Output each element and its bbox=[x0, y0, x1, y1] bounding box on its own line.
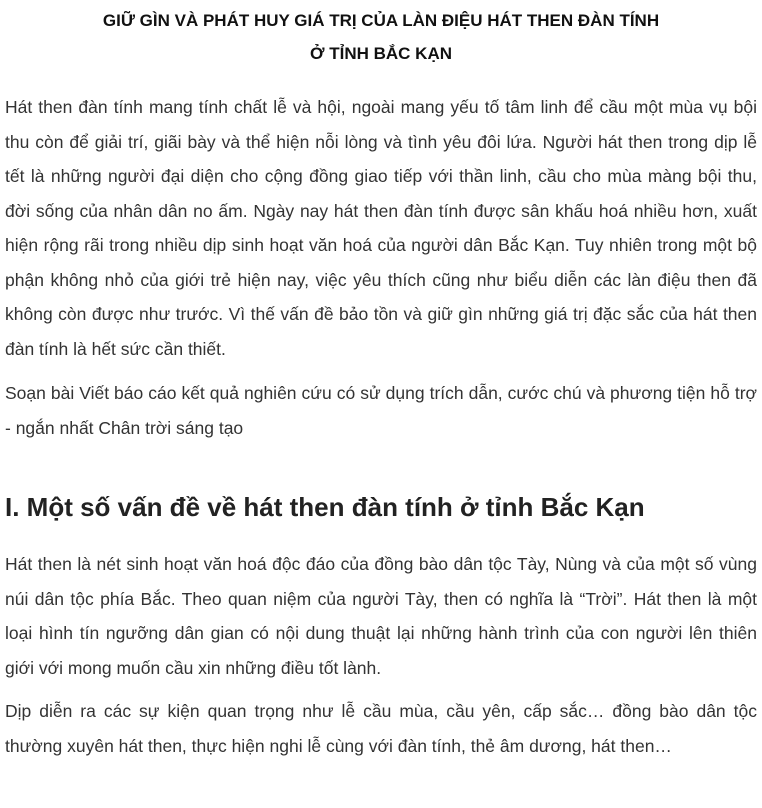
section-paragraph-1: Hát then là nét sinh hoạt văn hoá độc đáo của đồng bào dân tộc Tày, Nùng và của một số vùng núi dân tộc phía Bắc. Theo quan niệm của người Tày, then có nghĩa là “Trời”. Hát then là một loại hình tín ngưỡng dân gian có nội dung thuật lại những hành trình của con người lên thiên giới với mong muốn cầu xin những điều tốt lành. bbox=[5, 554, 757, 678]
article-title-line-1: GIỮ GÌN VÀ PHÁT HUY GIÁ TRỊ CỦA LÀN ĐIỆU HÁT THEN ĐÀN TÍNH bbox=[102, 11, 660, 30]
article-title-line-2: Ở TỈNH BẮC KẠN bbox=[310, 44, 452, 63]
article-title bbox=[5, 0, 757, 70]
section-paragraph-2: Dịp diễn ra các sự kiện quan trọng như lễ cầu mùa, cầu yên, cấp sắc… đồng bào dân tộc thường xuyên hát then, thực hiện nghi lễ cùng với đàn tính, thẻ âm dương, hát then… bbox=[5, 701, 757, 756]
related-link-paragraph bbox=[5, 376, 757, 445]
related-article-link[interactable]: Soạn bài Viết báo cáo kết quả nghiên cứu có sử dụng trích dẫn, cước chú và phương tiện hỗ trợ - ngắn nhất Chân trời sáng tạo bbox=[5, 383, 757, 438]
intro-paragraph: Hát then đàn tính mang tính chất lễ và hội, ngoài mang yếu tố tâm linh để cầu một mùa vụ bội thu còn để giải trí, giãi bày và thể hiện nỗi lòng và tình yêu đôi lứa. Người hát then trong dịp lễ tết là những người đại diện cho cộng đồng giao tiếp với thần linh, cầu cho mùa màng bội thu, đời sống của nhân dân no ấm. Ngày nay hát then đàn tính được sân khấu hoá nhiều hơn, xuất hiện rộng rãi trong nhiều dịp sinh hoạt văn hoá của người dân Bắc Kạn. Tuy nhiên trong một bộ phận không nhỏ của giới trẻ hiện nay, việc yêu thích cũng như biểu diễn các làn điệu then đã không còn được như trước. Vì thế vấn đề bảo tồn và giữ gìn những giá trị đặc sắc của hát then đàn tính là hết sức cần thiết. bbox=[5, 97, 757, 359]
section-heading: I. Một số vấn đề về hát then đàn tính ở tỉnh Bắc Kạn bbox=[5, 492, 645, 522]
